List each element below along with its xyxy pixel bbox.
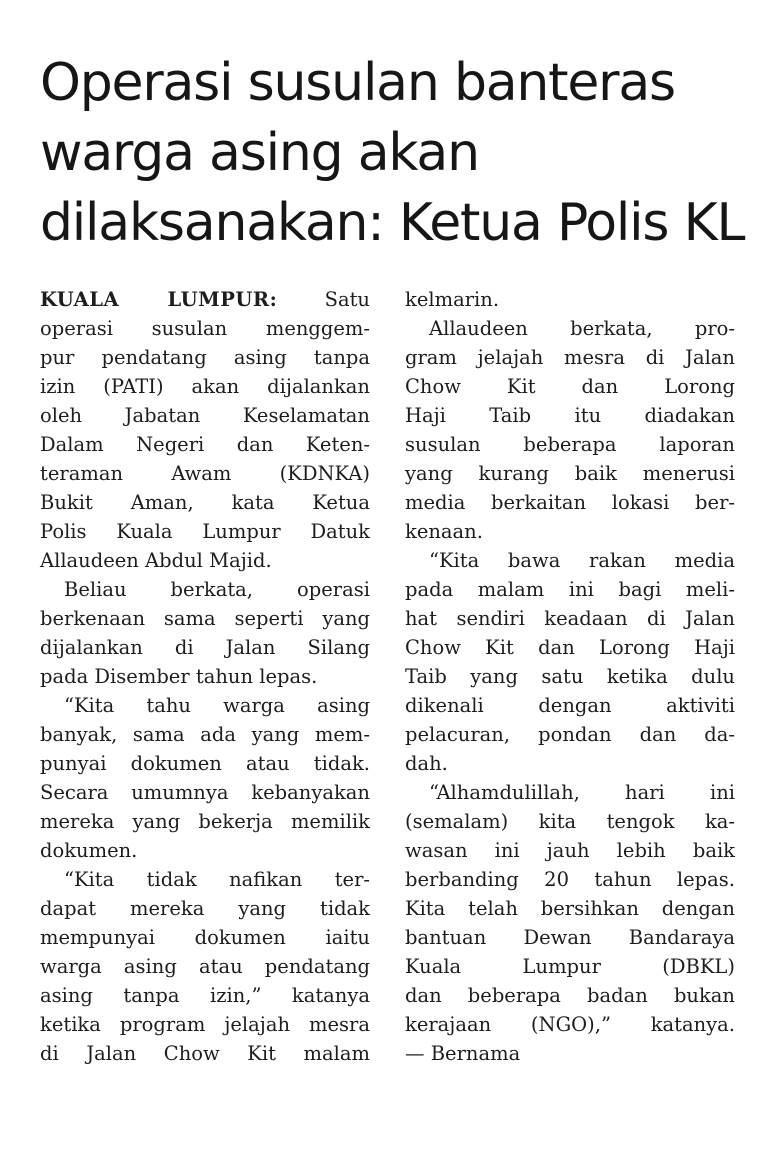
body-line: operasi susulan menggem-: [40, 317, 370, 340]
body-line: dapat mereka yang tidak: [40, 897, 370, 920]
body-line: Beliau berkata, operasi: [64, 578, 370, 601]
body-line: pelacuran, pondan dan da-: [405, 723, 735, 746]
body-line: yang kurang baik menerusi: [405, 462, 735, 485]
body-line: [40, 285, 370, 314]
body-line: Dalam Negeri dan Keten-: [40, 433, 370, 456]
body-line: susulan beberapa laporan: [405, 433, 735, 456]
dateline: KUALA LUMPUR:: [40, 288, 278, 311]
body-column-right: [405, 285, 735, 1068]
body-line: Haji Taib itu diadakan: [405, 404, 735, 427]
body-line: asing tanpa izin,” katanya: [40, 984, 370, 1007]
body-line: dikenali dengan aktiviti: [405, 694, 735, 717]
body-line: “Kita tahu warga asing: [64, 694, 370, 717]
body-line: izin (PATI) akan dijalankan: [40, 375, 370, 398]
body-line: bantuan Dewan Bandaraya: [405, 926, 735, 949]
body-line: pada malam ini bagi meli-: [405, 578, 735, 601]
body-line: Allaudeen Abdul Majid.: [40, 549, 272, 572]
body-line: punyai dokumen atau tidak.: [40, 752, 370, 775]
body-line: di Jalan Chow Kit malam: [40, 1042, 370, 1065]
body-line: kerajaan (NGO),” katanya.: [405, 1013, 735, 1036]
body-line: gram jelajah mesra di Jalan: [405, 346, 735, 369]
body-line: Bukit Aman, kata Ketua: [40, 491, 370, 514]
body-line: dah.: [405, 752, 448, 775]
body-line: pur pendatang asing tanpa: [40, 346, 370, 369]
body-line: dan beberapa badan bukan: [405, 984, 735, 1007]
headline-line: dilaksanakan: Ketua Polis KL: [40, 193, 745, 253]
body-line: berkenaan sama seperti yang: [40, 607, 370, 630]
body-line: Secara umumnya kebanyakan: [40, 781, 370, 804]
body-line: Kita telah bersihkan dengan: [405, 897, 735, 920]
body-line: Kuala Lumpur (DBKL): [405, 955, 735, 978]
body-line: oleh Jabatan Keselamatan: [40, 404, 370, 427]
body-line: “Kita tidak nafikan ter-: [64, 868, 370, 891]
body-column-left: [40, 285, 370, 1068]
body-line: wasan ini jauh lebih baik: [405, 839, 735, 862]
body-line: ketika program jelajah mesra: [40, 1013, 370, 1036]
body-line: mereka yang bekerja memilik: [40, 810, 370, 833]
body-line: teraman Awam (KDNKA): [40, 462, 370, 485]
body-line: Chow Kit dan Lorong: [405, 375, 735, 398]
body-line: dijalankan di Jalan Silang: [40, 636, 370, 659]
headline: [40, 48, 745, 258]
body-line: (semalam) kita tengok ka-: [405, 810, 735, 833]
body-line: pada Disember tahun lepas.: [40, 665, 318, 688]
body-line: Allaudeen berkata, pro-: [429, 317, 735, 340]
body-line: dokumen.: [40, 839, 138, 862]
body-line: “Alhamdulillah, hari ini: [429, 781, 735, 804]
body-line: Polis Kuala Lumpur Datuk: [40, 520, 370, 543]
body-line: Taib yang satu ketika dulu: [405, 665, 735, 688]
headline-line: warga asing akan: [40, 123, 479, 183]
body-line: Chow Kit dan Lorong Haji: [405, 636, 735, 659]
body-line: kelmarin.: [405, 288, 500, 311]
headline-line: Operasi susulan banteras: [40, 53, 675, 113]
body-line: “Kita bawa rakan media: [429, 549, 735, 572]
body-text: Satu: [324, 288, 370, 311]
body-line: media berkaitan lokasi ber-: [405, 491, 735, 514]
body-line: mempunyai dokumen iaitu: [40, 926, 370, 949]
body-line: berbanding 20 tahun lepas.: [405, 868, 735, 891]
body-line: hat sendiri keadaan di Jalan: [405, 607, 735, 630]
body-line: banyak, sama ada yang mem-: [40, 723, 370, 746]
byline: — Bernama: [405, 1042, 521, 1065]
body-line: warga asing atau pendatang: [40, 955, 370, 978]
body-line: kenaan.: [405, 520, 483, 543]
